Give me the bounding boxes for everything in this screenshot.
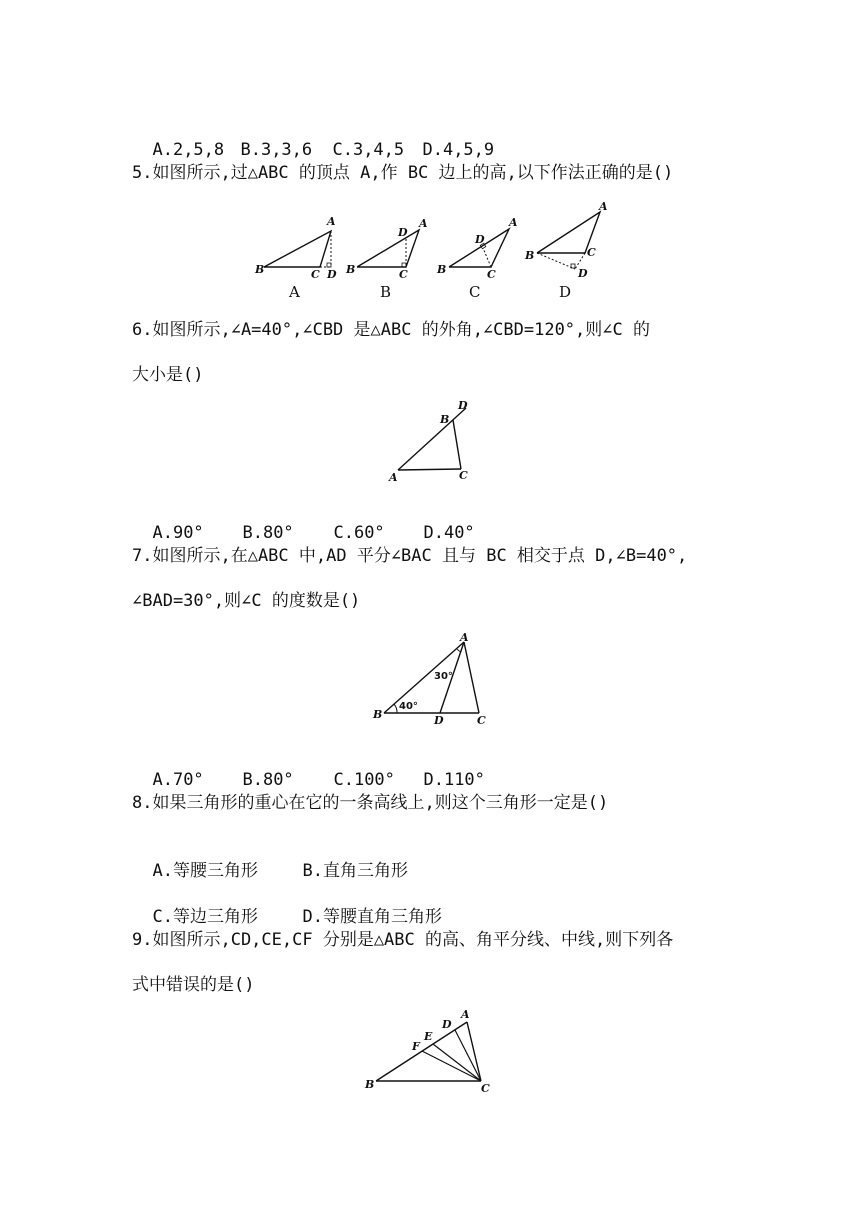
- q6-label-c: C: [459, 469, 468, 482]
- q7-stem-line2: ∠BAD=30°,则∠C 的度数是(): [132, 591, 361, 611]
- q6-stem-line1: 6.如图所示,∠A=40°,∠CBD 是△ABC 的外角,∠CBD=120°,则∠C 的: [132, 320, 650, 340]
- q8-stem: 8.如果三角形的重心在它的一条高线上,则这个三角形一定是(): [132, 793, 609, 813]
- q5b-label-b: B: [346, 263, 356, 276]
- q5a-label-a: A: [327, 215, 336, 228]
- q8-options-row1: [132, 838, 408, 882]
- q5a-label-d: D: [327, 268, 337, 281]
- q7-options: [132, 747, 485, 791]
- q8-option-d: D.等腰直角三角形: [302, 907, 442, 927]
- q5-caption-d: D: [559, 283, 572, 301]
- q4-options: [132, 117, 494, 161]
- q6-label-d: D: [458, 399, 468, 412]
- q7-option-c: C.100°: [333, 770, 395, 790]
- q5c-label-c: C: [487, 268, 496, 281]
- q5d-label-d: D: [578, 267, 588, 280]
- q5c-label-d: D: [475, 233, 485, 246]
- q7-option-a: A.70°: [152, 770, 204, 790]
- q9-label-f: F: [412, 1040, 420, 1053]
- q4-option-b: B.3,3,6: [240, 140, 313, 160]
- q9-stem-line2: 式中错误的是(): [132, 975, 255, 995]
- q6-options: [132, 500, 475, 544]
- q7-option-b: B.80°: [242, 770, 294, 790]
- q7-label-d: D: [434, 714, 444, 727]
- q4-option-d: D.4,5,9: [422, 140, 495, 160]
- q6-option-d: D.40°: [423, 523, 475, 543]
- q5-figures: [0, 198, 860, 308]
- q6-option-b: B.80°: [242, 523, 294, 543]
- q9-label-c: C: [481, 1082, 490, 1095]
- q5b-label-c: C: [399, 268, 408, 281]
- q7-stem-line1: 7.如图所示,在△ABC 中,AD 平分∠BAC 且与 BC 相交于点 D,∠B=40°,: [132, 546, 688, 566]
- q5-caption-b: B: [380, 283, 392, 301]
- q5-caption-c: C: [469, 283, 481, 301]
- q8-option-a: A.等腰三角形: [152, 861, 258, 881]
- q7-angle-40: 40°: [399, 701, 418, 712]
- q7-label-b: B: [373, 708, 383, 721]
- q9-label-e: E: [424, 1030, 433, 1043]
- q4-option-a: A.2,5,8: [152, 140, 225, 160]
- q9-figure: [360, 1005, 510, 1100]
- q5-figure-d: [524, 200, 608, 301]
- q5-figure-a: [254, 215, 337, 301]
- q6-option-c: C.60°: [333, 523, 385, 543]
- q8-option-b: B.直角三角形: [302, 861, 408, 881]
- q5b-label-d: D: [398, 226, 408, 239]
- q5a-label-c: C: [311, 268, 320, 281]
- q7-option-d: D.110°: [423, 770, 485, 790]
- q8-option-c: C.等边三角形: [152, 907, 258, 927]
- q5c-label-a: A: [509, 216, 518, 229]
- q5d-label-b: B: [525, 249, 535, 262]
- q7-angle-30: 30°: [434, 671, 453, 682]
- q6-label-b: B: [440, 413, 450, 426]
- q7-figure: [368, 628, 508, 728]
- q5-stem: 5.如图所示,过△ABC 的顶点 A,作 BC 边上的高,以下作法正确的是(): [132, 163, 674, 183]
- q5a-label-b: B: [255, 263, 265, 276]
- q6-label-a: A: [389, 471, 398, 484]
- q5d-label-a: A: [599, 200, 608, 213]
- q6-option-a: A.90°: [152, 523, 204, 543]
- q4-option-c: C.3,4,5: [332, 140, 405, 160]
- q6-figure: [385, 400, 505, 490]
- q9-label-d: D: [442, 1018, 452, 1031]
- q5b-label-a: A: [419, 217, 428, 230]
- q5c-label-b: B: [437, 263, 447, 276]
- q9-stem-line1: 9.如图所示,CD,CE,CF 分别是△ABC 的高、角平分线、中线,则下列各: [132, 930, 674, 950]
- q9-label-a: A: [461, 1008, 470, 1021]
- q7-label-a: A: [460, 631, 469, 644]
- q5-figure-c: [436, 216, 518, 301]
- q8-options-row2: [132, 884, 442, 928]
- q7-label-c: C: [477, 714, 486, 727]
- q5-caption-a: A: [289, 283, 300, 301]
- q5d-label-c: C: [587, 246, 596, 259]
- q5-figure-b: [345, 217, 428, 301]
- q6-stem-line2: 大小是(): [132, 365, 204, 385]
- q9-label-b: B: [365, 1078, 375, 1091]
